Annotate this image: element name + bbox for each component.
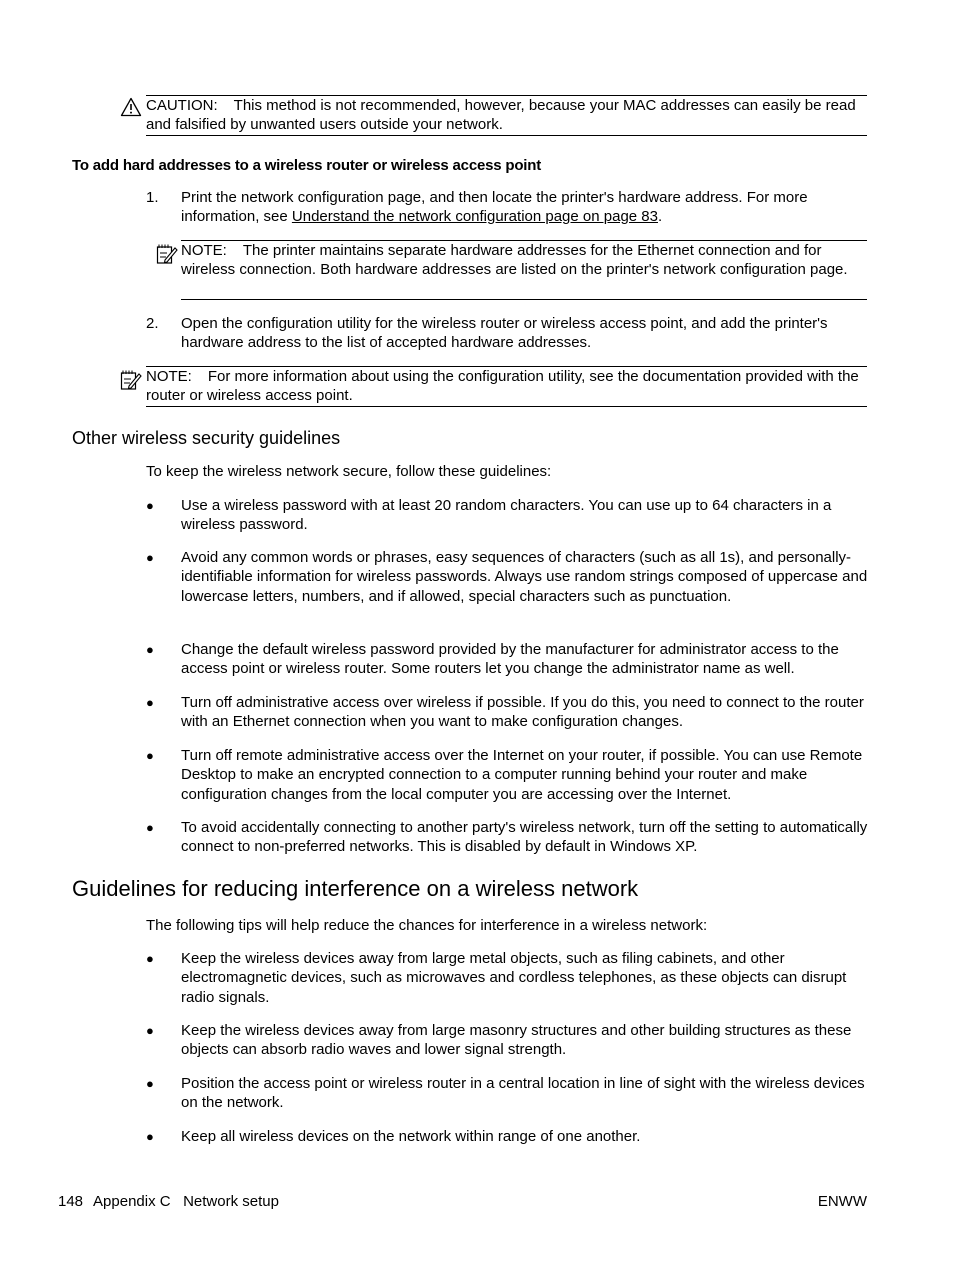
footer-right: ENWW xyxy=(817,1193,867,1210)
step-2-number: 2. xyxy=(146,315,159,332)
page-number: 148 xyxy=(58,1193,84,1210)
caution-triangle-icon xyxy=(120,97,142,122)
bullet-glyph: ● xyxy=(146,748,154,763)
note1-body: The printer maintains separate hardware addresses for the Ethernet connection and for wireless connection. Both hardware addresses are listed on the printer's network configuration page. xyxy=(181,242,848,279)
list-item: Position the access point or wireless router in a central location in line of sight with the wireless devices on the network. xyxy=(181,1075,865,1112)
note2-bottom-rule xyxy=(146,406,867,407)
caution-body: This method is not recommended, however, because your MAC addresses can easily be read and falsified by unwanted users outside your network. xyxy=(146,97,856,134)
bullet-glyph: ● xyxy=(146,1023,154,1038)
note-icon xyxy=(156,243,178,270)
caution-bottom-rule xyxy=(146,135,867,136)
footer-section: Appendix C Network setup xyxy=(93,1193,279,1210)
note1-text xyxy=(181,241,869,280)
network-config-page-link[interactable]: Understand the network configuration page on page 83 xyxy=(291,208,658,226)
interference-heading: Guidelines for reducing interference on a wireless network xyxy=(72,876,639,901)
bullet-glyph: ● xyxy=(146,1076,154,1091)
security-intro: To keep the wireless network secure, follow these guidelines: xyxy=(146,463,552,480)
bullet-glyph: ● xyxy=(146,1129,154,1144)
list-item: To avoid accidentally connecting to another party's wireless network, turn off the setting to automatically connect to non-preferred networks. This is disabled by default in Windows XP. xyxy=(181,819,868,856)
note1-label: NOTE: xyxy=(181,242,227,259)
caution-text xyxy=(146,96,867,135)
bullet-glyph: ● xyxy=(146,820,154,835)
list-item: Change the default wireless password provided by the manufacturer for administrator access to the access point or wireless router. Some routers let you change the administrator name as well. xyxy=(181,641,839,678)
bullet-glyph: ● xyxy=(146,550,154,565)
list-item: Keep the wireless devices away from large metal objects, such as filing cabinets, and other electromagnetic devices, such as microwaves and cordless telephones, as these objects can disrupt radio signals. xyxy=(181,950,847,1006)
list-item: Keep the wireless devices away from large masonry structures and other building structures as these objects can absorb radio waves and lower signal strength. xyxy=(181,1022,852,1059)
note1-bottom-rule xyxy=(181,299,867,300)
footer-left xyxy=(58,1192,279,1211)
bullet-glyph: ● xyxy=(146,951,154,966)
step-1-text: Print the network configuration page, and then locate the printer's hardware address. For more information, see Understand the network configuration page on page 83. xyxy=(181,189,808,226)
note2-label: NOTE: xyxy=(146,368,192,385)
bullet-glyph: ● xyxy=(146,642,154,657)
list-item: Turn off remote administrative access over the Internet on your router, if possible. You can use Remote Desktop to make an encrypted connection to a computer running behind your router and make configuration changes from the local computer you are accessing over the Internet. xyxy=(181,747,863,803)
step-1-number: 1. xyxy=(146,189,159,206)
list-item: Keep all wireless devices on the network within range of one another. xyxy=(181,1128,641,1145)
bullet-glyph: ● xyxy=(146,695,154,710)
list-item: Avoid any common words or phrases, easy sequences of characters (such as all 1s), and personally-identifiable information for wireless passwords. Always use random strings composed of uppercase and lowercase letters, numbers, and if allowed, special characters such as punctuation. xyxy=(181,549,868,605)
bullet-glyph: ● xyxy=(146,498,154,513)
list-item: Turn off administrative access over wireless if possible. If you do this, you need to connect to the router with an Ethernet connection when you want to make configuration changes. xyxy=(181,694,864,731)
note2-body: For more information about using the configuration utility, see the documentation provided with the router or wireless access point. xyxy=(146,368,859,405)
note2-text xyxy=(146,367,867,406)
interference-intro: The following tips will help reduce the chances for interference in a wireless network: xyxy=(146,917,708,934)
note-icon xyxy=(120,369,142,396)
add-addresses-heading: To add hard addresses to a wireless router or wireless access point xyxy=(72,157,542,174)
list-item: Use a wireless password with at least 20 random characters. You can use up to 64 characters in a wireless password. xyxy=(181,497,832,534)
caution-label: CAUTION: xyxy=(146,97,218,114)
security-heading: Other wireless security guidelines xyxy=(72,428,341,448)
step-2-text: Open the configuration utility for the wireless router or wireless access point, and add the printer's hardware address to the list of accepted hardware addresses. xyxy=(181,315,828,352)
